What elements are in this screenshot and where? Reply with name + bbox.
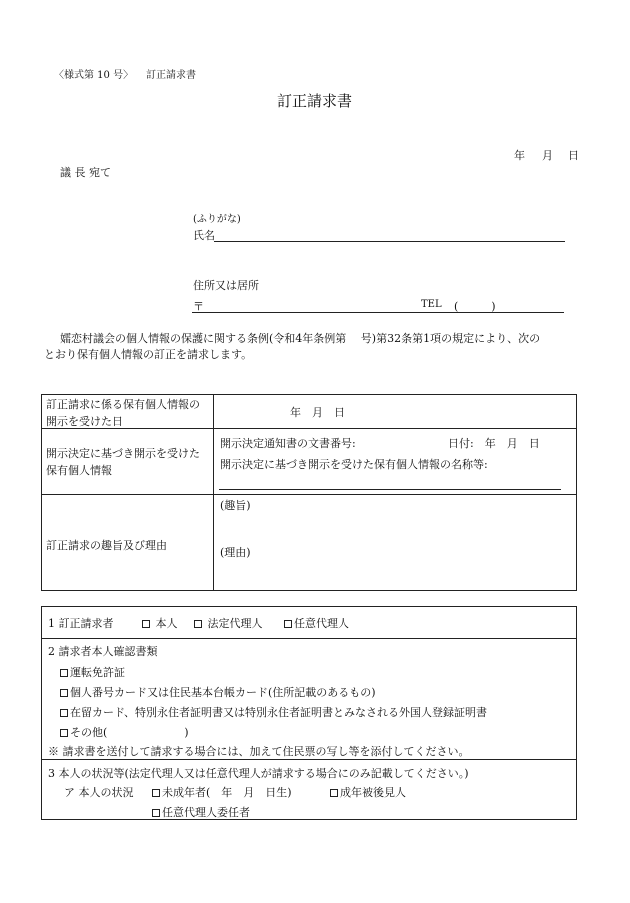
requester-voluntary-agent-option[interactable]: 任意代理人 — [284, 615, 349, 631]
checkbox-icon[interactable] — [284, 620, 292, 628]
info-name-field[interactable]: 開示決定に基づき開示を受けた保有個人情報の名称等: — [220, 458, 488, 471]
address-field-line[interactable] — [192, 312, 564, 313]
adult-ward-option[interactable]: 成年被後見人 — [330, 784, 406, 800]
disclosure-date-label: 訂正請求に係る保有個人情報の開示を受けた日 — [46, 398, 200, 428]
checkbox-icon[interactable] — [152, 809, 160, 817]
purpose-field[interactable]: (趣旨) — [220, 499, 251, 512]
checkbox-icon[interactable] — [330, 789, 338, 797]
name-field-line[interactable] — [214, 241, 565, 242]
tel-parens: ( ) — [454, 300, 496, 313]
id-doc-option[interactable]: 在留カード、特別永住者証明書又は特別永住者証明書とみなされる外国人登録証明書 — [60, 704, 487, 720]
postal-mark: 〒 — [193, 300, 204, 313]
table1-row-divider — [41, 494, 577, 495]
requester-self-option[interactable]: 本人 — [142, 615, 178, 631]
table2-row-divider — [41, 759, 577, 760]
checkbox-icon[interactable] — [60, 729, 68, 737]
mandator-option[interactable]: 任意代理人委任者 — [152, 804, 250, 820]
principal-status-subtitle: ア 本人の状況 — [64, 786, 134, 799]
addressee: 議 長 宛て — [60, 166, 111, 179]
checkbox-icon[interactable] — [60, 669, 68, 677]
info-name-line — [219, 489, 561, 490]
date-year: 年 — [514, 149, 525, 162]
page-title: 訂正請求書 — [277, 92, 353, 110]
checkbox-icon[interactable] — [60, 709, 68, 717]
id-doc-option[interactable]: 個人番号カード又は住民基本台帳カード(住所記載のあるもの) — [60, 684, 376, 700]
form-number: 〈様式第 10 号〉 — [54, 70, 134, 81]
name-label: 氏名 — [193, 229, 215, 242]
reason-field[interactable]: (理由) — [220, 546, 251, 559]
notice-date-field[interactable]: 日付: 年 月 日 — [448, 437, 540, 450]
disclosed-info-label: 開示決定に基づき開示を受けた保有個人情報 — [46, 447, 200, 477]
id-doc-option[interactable]: その他( ) — [60, 724, 189, 740]
id-documents-title: 2 請求者本人確認書類 — [48, 645, 158, 658]
checkbox-icon[interactable] — [60, 689, 68, 697]
checkbox-icon[interactable] — [142, 620, 150, 628]
notice-number-field[interactable]: 開示決定通知書の文書番号: — [220, 437, 356, 450]
tel-label: TEL — [421, 299, 442, 310]
checkbox-icon[interactable] — [152, 789, 160, 797]
minor-option[interactable]: 未成年者( 年 月 日生) — [152, 784, 292, 800]
intro-line-2: とおり保有個人情報の訂正を請求します。 — [44, 348, 253, 361]
requester-legal-agent-option[interactable]: 法定代理人 — [194, 615, 263, 631]
table2-row-divider — [41, 638, 577, 639]
requester-type-title: 1 訂正請求者 — [48, 617, 114, 630]
principal-status-title: 3 本人の状況等(法定代理人又は任意代理人が請求する場合にのみ記載してください。) — [48, 767, 469, 780]
furigana-label: (ふりがな) — [193, 214, 241, 225]
date-month: 月 — [542, 149, 553, 162]
disclosure-date-field[interactable]: 年 月 日 — [290, 406, 345, 419]
form-name: 訂正請求書 — [146, 70, 196, 81]
checkbox-icon[interactable] — [194, 620, 202, 628]
intro-line-1: 嬬恋村議会の個人情報の保護に関する条例(令和4年条例第 号)第32条第1項の規定により、次の — [60, 332, 541, 345]
table1-column-divider — [213, 394, 214, 591]
mail-request-note: ※ 請求書を送付して請求する場合には、加えて住民票の写し等を添付してください。 — [48, 745, 470, 758]
purpose-reason-label: 訂正請求の趣旨及び理由 — [46, 539, 167, 552]
address-label: 住所又は居所 — [193, 279, 259, 292]
date-day: 日 — [568, 149, 579, 162]
id-doc-option[interactable]: 運転免許証 — [60, 664, 125, 680]
